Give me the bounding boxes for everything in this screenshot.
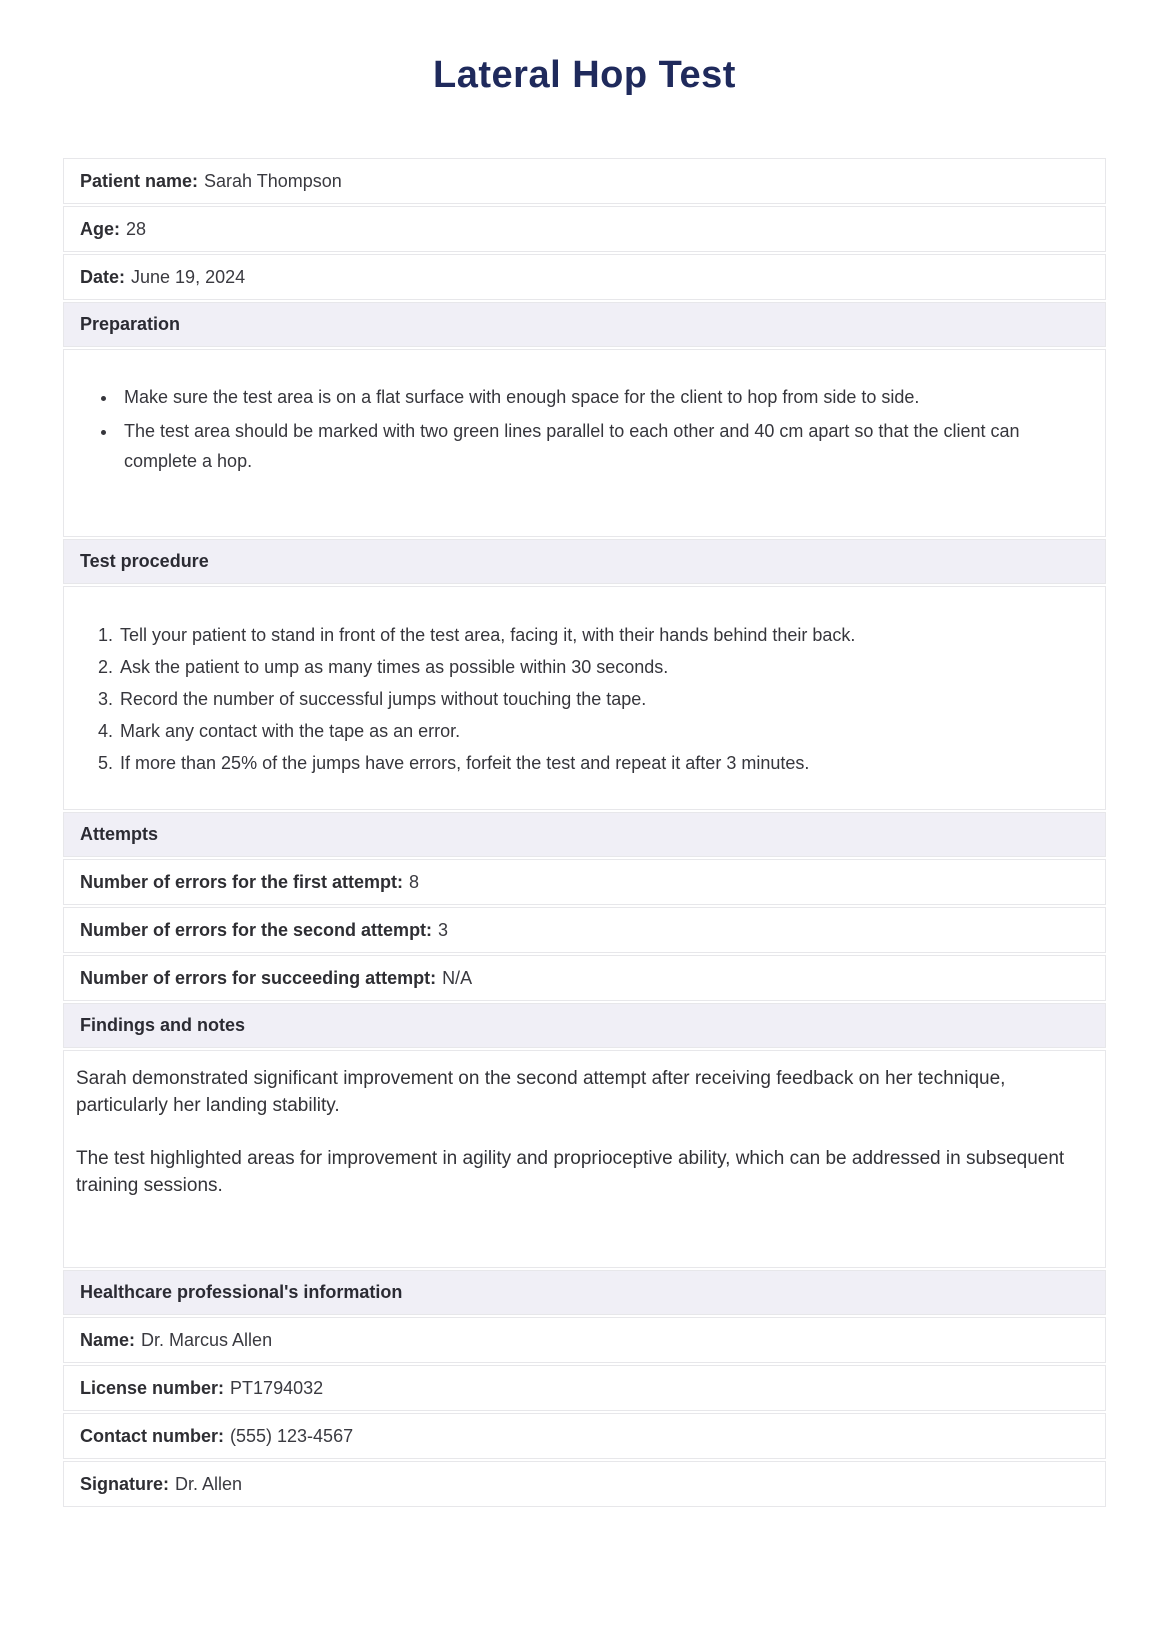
preparation-bullet-list bbox=[80, 382, 1089, 476]
license-number-label: License number: bbox=[80, 1377, 225, 1398]
first-attempt-errors-row bbox=[63, 859, 1106, 905]
professional-section-header bbox=[63, 1270, 1106, 1315]
professional-name-label: Name: bbox=[80, 1329, 136, 1350]
first-attempt-errors-value: 8 bbox=[409, 871, 420, 892]
age-value: 28 bbox=[126, 218, 147, 239]
findings-header-label: Findings and notes bbox=[80, 1015, 245, 1035]
attempts-section-header bbox=[63, 812, 1106, 857]
preparation-header-label: Preparation bbox=[80, 314, 181, 334]
attempts-header-label: Attempts bbox=[80, 824, 159, 844]
page-title: Lateral Hop Test bbox=[433, 54, 736, 96]
license-number-value: PT1794032 bbox=[230, 1377, 324, 1398]
age-label: Age: bbox=[80, 218, 120, 239]
test-procedure-content bbox=[63, 586, 1106, 810]
patient-name-row bbox=[63, 158, 1106, 204]
findings-content bbox=[63, 1050, 1106, 1268]
signature-label: Signature: bbox=[80, 1473, 170, 1494]
succeeding-attempt-errors-label: Number of errors for succeeding attempt: bbox=[80, 967, 437, 988]
second-attempt-errors-row bbox=[63, 907, 1106, 953]
findings-paragraph-2: The test highlighted areas for improvement in agility and proprioceptive ability, which can be addressed in subsequent training sessions. bbox=[76, 1148, 1065, 1196]
preparation-bullet-1: • Make sure the test area is on a flat surface with enough space for the client to hop from side to side. bbox=[118, 382, 1089, 412]
findings-paragraph-1: Sarah demonstrated significant improvement on the second attempt after receiving feedback on her technique, particularly her landing stability. bbox=[76, 1068, 1006, 1116]
second-attempt-errors-value: 3 bbox=[438, 919, 449, 940]
test-procedure-step-3: 3. Record the number of successful jumps without touching the tape. bbox=[118, 683, 1089, 715]
test-procedure-step-5: 5. If more than 25% of the jumps have errors, forfeit the test and repeat it after 3 minutes. bbox=[118, 747, 1089, 779]
preparation-content bbox=[63, 349, 1106, 537]
professional-name-value: Dr. Marcus Allen bbox=[141, 1329, 273, 1350]
document-table bbox=[63, 158, 1106, 1507]
age-row bbox=[63, 206, 1106, 252]
first-attempt-errors-label: Number of errors for the first attempt: bbox=[80, 871, 404, 892]
signature-row bbox=[63, 1461, 1106, 1507]
contact-number-label: Contact number: bbox=[80, 1425, 224, 1446]
patient-name-label: Patient name: bbox=[80, 170, 199, 191]
test-procedure-step-2: 2. Ask the patient to ump as many times as possible within 30 seconds. bbox=[118, 651, 1089, 683]
preparation-bullet-2: • The test area should be marked with two green lines parallel to each other and 40 cm apart so that the client can complete a hop. bbox=[118, 416, 1089, 476]
succeeding-attempt-errors-row bbox=[63, 955, 1106, 1001]
succeeding-attempt-errors-value: N/A bbox=[442, 967, 473, 988]
license-number-row bbox=[63, 1365, 1106, 1411]
date-label: Date: bbox=[80, 266, 126, 287]
signature-value: Dr. Allen bbox=[175, 1473, 243, 1494]
preparation-section-header bbox=[63, 302, 1106, 347]
professional-header-label: Healthcare professional's information bbox=[80, 1282, 403, 1302]
test-procedure-step-4: 4. Mark any contact with the tape as an error. bbox=[118, 715, 1089, 747]
test-procedure-step-1: 1. Tell your patient to stand in front of the test area, facing it, with their hands behind their back. bbox=[118, 619, 1089, 651]
date-row bbox=[63, 254, 1106, 300]
test-procedure-header-label: Test procedure bbox=[80, 551, 209, 571]
patient-name-value: Sarah Thompson bbox=[204, 170, 342, 191]
date-value: June 19, 2024 bbox=[131, 266, 246, 287]
test-procedure-section-header bbox=[63, 539, 1106, 584]
contact-number-value: (555) 123-4567 bbox=[230, 1425, 354, 1446]
test-procedure-step-list bbox=[80, 619, 1089, 779]
second-attempt-errors-label: Number of errors for the second attempt: bbox=[80, 919, 433, 940]
findings-section-header bbox=[63, 1003, 1106, 1048]
contact-number-row bbox=[63, 1413, 1106, 1459]
professional-name-row bbox=[63, 1317, 1106, 1363]
